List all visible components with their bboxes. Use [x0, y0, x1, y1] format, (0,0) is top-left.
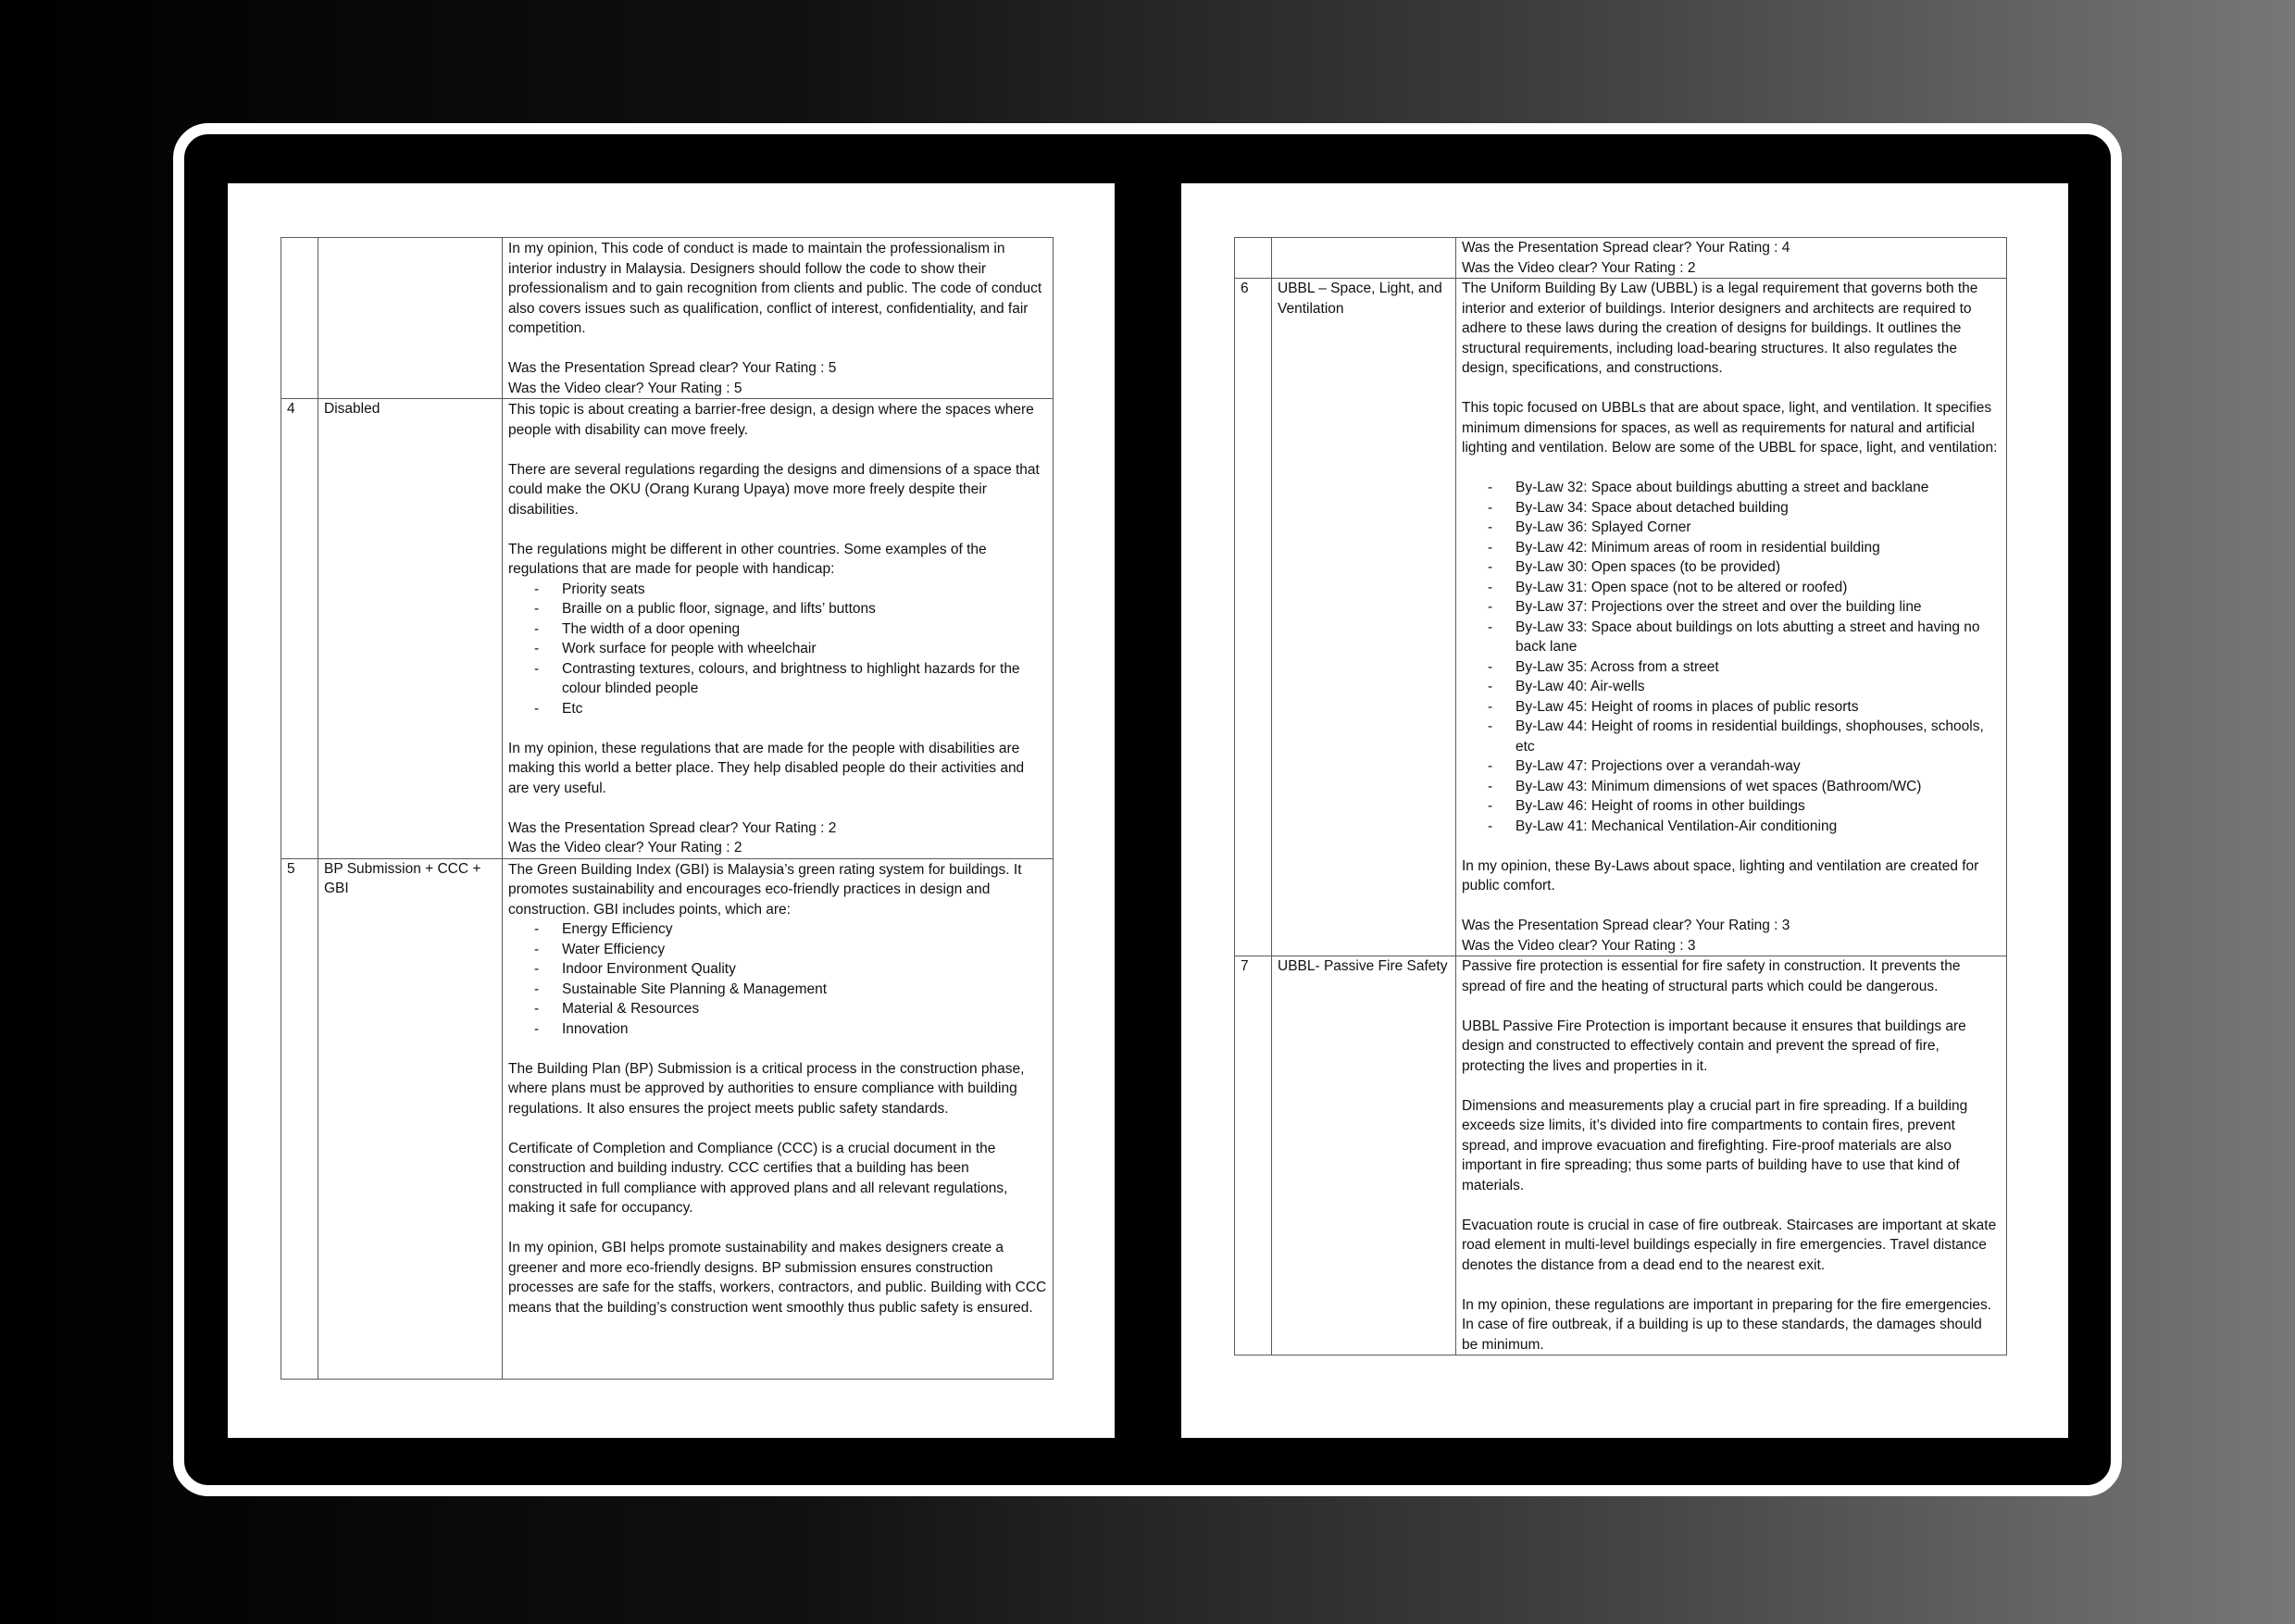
row-topic: UBBL – Space, Light, and Ventilation [1272, 279, 1456, 956]
rating-video: Was the Video clear? Your Rating : 5 [508, 380, 742, 396]
list-item: - By-Law 33: Space about buildings on lots abutting a street and having no back lane [1488, 618, 2001, 657]
document-page-right [1181, 183, 2068, 1438]
list-item: - By-Law 40: Air-wells [1488, 677, 2001, 697]
list-item: - Energy Efficiency [534, 919, 1047, 940]
list-item: - Water Efficiency [534, 940, 1047, 960]
list-item: - By-Law 34: Space about detached building [1488, 498, 2001, 518]
table-row [1235, 956, 2007, 1355]
paragraph: In my opinion, GBI helps promote sustainability and makes designers create a greener and more eco-friendly designs. BP submission ensures construction processes are safe for the staffs, workers, contractors, and public. Building with CCC means that the building’s construction went smoothly thus public safety is ensured. [508, 1240, 1047, 1316]
list-item: - Braille on a public floor, signage, and lifts’ buttons [534, 599, 1047, 619]
table-row [281, 399, 1054, 859]
row-content [1456, 238, 2007, 279]
document-page-left [228, 183, 1115, 1438]
rating-presentation: Was the Presentation Spread clear? Your Rating : 5 [508, 360, 837, 376]
table-row [1235, 238, 2007, 279]
list-item: - Priority seats [534, 580, 1047, 600]
paragraph: In my opinion, these By-Laws about space, lighting and ventilation are created for public comfort. [1462, 857, 1979, 893]
paragraph: Certificate of Completion and Compliance (CCC) is a crucial document in the construction and building industry. CCC certifies that a building has been constructed in full compliance with approved plans and all relevant regulations, making it safe for occupancy. [508, 1140, 1008, 1216]
list-item: - By-Law 36: Splayed Corner [1488, 518, 2001, 538]
row-topic: Disabled [318, 399, 503, 859]
rating-presentation: Was the Presentation Spread clear? Your Rating : 3 [1462, 918, 1790, 933]
list-item: - Sustainable Site Planning & Management [534, 980, 1047, 1000]
paragraph: This topic is about creating a barrier-free design, a design where the spaces where people with disability can move freely. [508, 402, 1034, 438]
gbi-points-list [508, 919, 1047, 1039]
paragraph: In my opinion, these regulations that are made for the people with disabilities are making this world a better place. They help disabled people do their activities and are very useful. [508, 740, 1025, 796]
row-number [281, 238, 318, 399]
list-item: - Work surface for people with wheelchair [534, 639, 1047, 659]
paragraph: Dimensions and measurements play a crucial part in fire spreading. If a building exceeds size limits, it’s divided into fire compartments to contain fires, prevent spread, and improve evacuation and firefighting. Fire-proof materials are also important in fire spreading; thus some parts of building have to use that kind of materials. [1462, 1097, 1968, 1193]
row-content [503, 399, 1054, 859]
paragraph: This topic focused on UBBLs that are about space, light, and ventilation. It specifies minimum dimensions for spaces, as well as requirements for natural and artificial lighting and ventilation. Below are some of the UBBL for space, light, and ventilation: [1462, 400, 1998, 456]
table-row [281, 858, 1054, 1379]
row-number [1235, 238, 1272, 279]
row-topic: BP Submission + CCC + GBI [318, 858, 503, 1379]
by-law-list [1462, 478, 2001, 836]
row-content [1456, 279, 2007, 956]
list-item: - By-Law 43: Minimum dimensions of wet spaces (Bathroom/WC) [1488, 777, 2001, 797]
paragraph: The Building Plan (BP) Submission is a critical process in the construction phase, where plans must be approved by authorities to ensure compliance with building regulations. It also ensures the project meets public safety standards. [508, 1060, 1025, 1117]
review-table-right [1234, 237, 2007, 1355]
list-item: - Indoor Environment Quality [534, 959, 1047, 980]
list-item: - Innovation [534, 1019, 1047, 1040]
row-number: 4 [281, 399, 318, 859]
list-item: - By-Law 31: Open space (not to be altered or roofed) [1488, 578, 2001, 598]
list-item: - By-Law 44: Height of rooms in residential buildings, shophouses, schools, etc [1488, 717, 2001, 756]
paragraph: Evacuation route is crucial in case of fire outbreak. Staircases are important at skate road element in multi-level buildings especially in fire emergencies. Travel distance denotes the distance from a dead end to the nearest exit. [1462, 1217, 1997, 1273]
list-item: - By-Law 47: Projections over a verandah-way [1488, 756, 2001, 777]
review-table-left [281, 237, 1054, 1380]
list-item: - Contrasting textures, colours, and brightness to highlight hazards for the colour blinded people [534, 659, 1047, 699]
paragraph: Passive fire protection is essential for fire safety in construction. It prevents the spread of fire and the heating of structural parts which could be dangerous. [1462, 958, 1961, 994]
list-item: - By-Law 46: Height of rooms in other buildings [1488, 796, 2001, 817]
paragraph: The Green Building Index (GBI) is Malaysia’s green rating system for buildings. It promotes sustainability and encourages eco-friendly practices in design and construction. GBI includes points, which are: [508, 861, 1022, 918]
list-item: - By-Law 35: Across from a street [1488, 657, 2001, 678]
regulation-list [508, 580, 1047, 719]
paragraph: There are several regulations regarding the designs and dimensions of a space that could make the OKU (Orang Kurang Upaya) move more freely despite their disabilities. [508, 461, 1040, 518]
paragraph: The regulations might be different in other countries. Some examples of the regulations that are made for people with handicap: [508, 541, 987, 577]
rating-presentation: Was the Presentation Spread clear? Your Rating : 4 [1462, 240, 1790, 256]
table-row [281, 238, 1054, 399]
row-number: 6 [1235, 279, 1272, 956]
list-item: - By-Law 45: Height of rooms in places of public resorts [1488, 697, 2001, 718]
row-topic [318, 238, 503, 399]
rating-video: Was the Video clear? Your Rating : 2 [1462, 259, 1696, 276]
table-row [1235, 279, 2007, 956]
paragraph: UBBL Passive Fire Protection is important because it ensures that buildings are design and constructed to effectively contain and prevent the spread of fire, protecting the lives and properties in it. [1462, 1018, 1966, 1074]
list-item: - By-Law 32: Space about buildings abutting a street and backlane [1488, 478, 2001, 498]
row-topic: UBBL- Passive Fire Safety [1272, 956, 1456, 1355]
list-item: - By-Law 42: Minimum areas of room in residential building [1488, 538, 2001, 558]
paragraph: In my opinion, these regulations are important in preparing for the fire emergencies. In case of fire outbreak, if a building is up to these standards, the damages should be minimum. [1462, 1296, 1992, 1353]
list-item: - Etc [534, 699, 1047, 719]
row-content [503, 238, 1054, 399]
row-number: 7 [1235, 956, 1272, 1355]
list-item: - By-Law 41: Mechanical Ventilation-Air conditioning [1488, 817, 2001, 837]
list-item: - Material & Resources [534, 999, 1047, 1019]
row-content [503, 858, 1054, 1379]
paragraph: In my opinion, This code of conduct is made to maintain the professionalism in interior industry in Malaysia. Designers should follow the code to show their professionalism and to gain recognition from clients and public. The code of conduct also covers issues such as qualification, conflict of interest, confidentiality, and fair competition. [508, 241, 1042, 336]
rating-presentation: Was the Presentation Spread clear? Your Rating : 2 [508, 819, 837, 836]
row-content [1456, 956, 2007, 1355]
paragraph: The Uniform Building By Law (UBBL) is a legal requirement that governs both the interior and exterior of buildings. Interior designers and architects are required to adhere to these laws during the creation of designs for buildings. It outlines the structural requirements, including load-bearing structures. It also regulates the design, specifications, and constructions. [1462, 281, 1978, 376]
row-number: 5 [281, 858, 318, 1379]
list-item: - The width of a door opening [534, 619, 1047, 640]
row-topic [1272, 238, 1456, 279]
rating-video: Was the Video clear? Your Rating : 2 [508, 840, 742, 856]
rating-video: Was the Video clear? Your Rating : 3 [1462, 937, 1696, 954]
list-item: - By-Law 37: Projections over the street and over the building line [1488, 597, 2001, 618]
list-item: - By-Law 30: Open spaces (to be provided) [1488, 557, 2001, 578]
